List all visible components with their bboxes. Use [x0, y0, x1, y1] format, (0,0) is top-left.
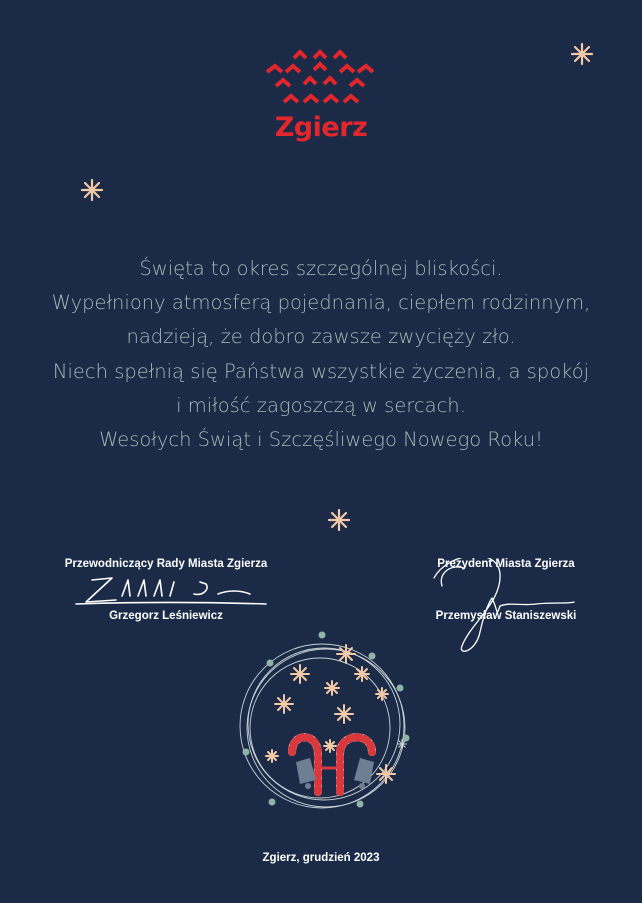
- signatory-name: Przemysław Staniszewski: [435, 610, 577, 622]
- greeting-text: [0, 252, 642, 457]
- greeting-line: Wesołych Świąt i Szczęśliwego Nowego Roku!: [99, 428, 543, 452]
- bauble-wreath-icon: [230, 628, 414, 820]
- greeting-line: Niech spełnią się Państwa wszystkie życzenia, a spokój: [52, 359, 590, 383]
- greeting-line: Wypełniony atmosferą pojednania, ciepłem rodzinnym,: [51, 291, 591, 315]
- logo-text: Zgierz: [274, 112, 368, 143]
- greeting-line: nadzieją, że dobro zawsze zwycięży zło.: [126, 325, 516, 349]
- greeting-line: Święta to okres szczególnej bliskości.: [139, 257, 503, 280]
- handwritten-signature-icon: [54, 558, 278, 618]
- bell-icon: [296, 758, 374, 789]
- star-icon: [80, 178, 104, 202]
- date-place: Zgierz, grudzień 2023: [262, 852, 380, 864]
- star-icon: [327, 508, 351, 532]
- zgierz-logo: [262, 46, 380, 150]
- signatory-title: Przewodniczący Rady Miasta Zgierza: [64, 558, 268, 570]
- signatory-name: Grzegorz Leśniewicz: [109, 610, 223, 622]
- logo-chevrons-icon: [262, 46, 380, 112]
- handwritten-signature-icon: [418, 558, 594, 654]
- star-icon: [570, 42, 594, 66]
- greeting-line: i miłość zagoszczą w sercach.: [176, 393, 466, 417]
- signatory-title: Prezydent Miasta Zgierza: [437, 558, 575, 570]
